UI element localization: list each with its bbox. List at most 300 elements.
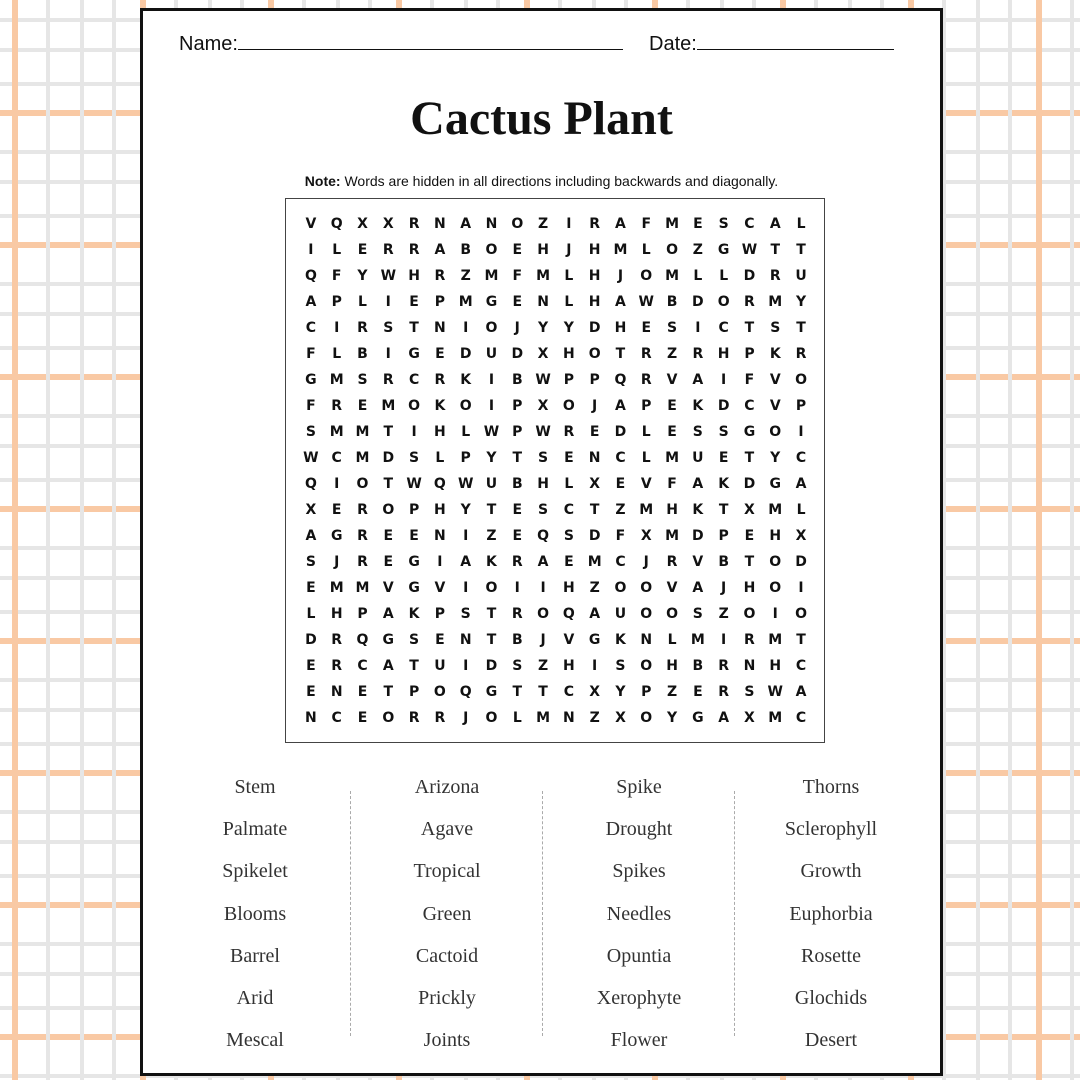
grid-letter[interactable]: O <box>382 710 395 726</box>
grid-letter[interactable]: M <box>768 294 783 310</box>
grid-letter[interactable]: I <box>488 372 495 388</box>
grid-letter[interactable]: V <box>666 372 678 388</box>
grid-letter[interactable]: R <box>589 216 601 232</box>
grid-letter[interactable]: U <box>434 658 446 674</box>
grid-letter[interactable]: S <box>305 424 316 440</box>
grid-letter[interactable]: G <box>769 476 781 492</box>
grid-letter[interactable]: S <box>718 216 729 232</box>
grid-letter[interactable]: I <box>334 320 340 336</box>
grid-letter[interactable]: Y <box>563 320 574 336</box>
grid-letter[interactable]: T <box>796 320 806 336</box>
grid-letter[interactable]: T <box>718 502 729 518</box>
grid-letter[interactable]: S <box>718 424 729 440</box>
grid-letter[interactable]: E <box>435 632 445 648</box>
grid-letter[interactable]: A <box>769 216 781 232</box>
grid-letter[interactable]: A <box>460 216 472 232</box>
grid-letter[interactable]: S <box>563 528 574 544</box>
grid-letter[interactable]: I <box>463 580 469 596</box>
grid-letter[interactable]: P <box>641 684 652 700</box>
grid-letter[interactable]: L <box>693 268 703 284</box>
grid-letter[interactable]: P <box>331 294 342 310</box>
grid-letter[interactable]: I <box>463 528 469 544</box>
grid-letter[interactable]: R <box>692 346 704 362</box>
grid-letter[interactable]: S <box>692 606 703 622</box>
grid-letter[interactable]: D <box>614 424 627 440</box>
grid-letter[interactable]: I <box>540 580 546 596</box>
grid-letter[interactable]: G <box>408 580 420 596</box>
grid-letter[interactable]: E <box>435 346 445 362</box>
grid-letter[interactable]: T <box>486 632 497 648</box>
grid-letter[interactable]: P <box>408 502 420 518</box>
grid-letter[interactable]: Q <box>304 476 317 492</box>
grid-letter[interactable]: R <box>357 320 368 336</box>
grid-letter[interactable]: E <box>306 580 316 596</box>
grid-letter[interactable]: U <box>485 476 498 492</box>
grid-letter[interactable]: Q <box>330 216 343 232</box>
grid-letter[interactable]: D <box>743 476 756 492</box>
grid-letter[interactable]: N <box>434 528 446 544</box>
grid-letter[interactable]: L <box>641 424 651 440</box>
grid-letter[interactable]: Y <box>486 450 497 466</box>
grid-letter[interactable]: Y <box>357 268 368 284</box>
grid-letter[interactable]: U <box>614 606 627 622</box>
grid-letter[interactable]: R <box>744 632 755 648</box>
grid-letter[interactable]: I <box>463 320 469 336</box>
grid-letter[interactable]: A <box>615 294 626 310</box>
grid-letter[interactable]: M <box>587 554 602 570</box>
grid-letter[interactable]: X <box>537 346 549 362</box>
grid-letter[interactable]: T <box>770 242 781 258</box>
grid-letter[interactable]: I <box>721 372 727 388</box>
grid-letter[interactable]: C <box>563 684 574 700</box>
grid-letter[interactable]: W <box>483 424 500 440</box>
grid-letter[interactable]: M <box>329 424 344 440</box>
grid-letter[interactable]: R <box>563 424 575 440</box>
grid-letter[interactable]: Y <box>460 502 471 518</box>
grid-letter[interactable]: S <box>538 502 549 518</box>
grid-letter[interactable]: P <box>512 424 523 440</box>
grid-letter[interactable]: P <box>512 398 523 414</box>
grid-letter[interactable]: N <box>743 658 756 674</box>
grid-letter[interactable]: V <box>434 580 446 596</box>
grid-letter[interactable]: D <box>485 658 498 674</box>
grid-letter[interactable]: N <box>459 632 472 648</box>
grid-letter[interactable]: Z <box>692 242 703 258</box>
grid-letter[interactable]: Z <box>589 710 600 726</box>
grid-letter[interactable]: E <box>589 424 600 440</box>
grid-letter[interactable]: R <box>408 710 420 726</box>
grid-letter[interactable]: E <box>357 242 368 258</box>
grid-letter[interactable]: E <box>357 398 368 414</box>
grid-letter[interactable]: R <box>718 658 730 674</box>
grid-letter[interactable]: I <box>437 554 443 570</box>
grid-letter[interactable]: M <box>690 632 705 648</box>
grid-letter[interactable]: H <box>717 346 730 362</box>
grid-letter[interactable]: V <box>692 554 704 570</box>
grid-letter[interactable]: V <box>666 580 678 596</box>
grid-letter[interactable]: B <box>460 242 472 258</box>
grid-letter[interactable]: A <box>795 476 807 492</box>
grid-letter[interactable]: T <box>383 684 394 700</box>
grid-letter[interactable]: W <box>406 476 422 492</box>
grid-letter[interactable]: M <box>768 632 783 648</box>
grid-letter[interactable]: W <box>380 268 397 284</box>
grid-letter[interactable]: S <box>383 320 394 336</box>
grid-letter[interactable]: X <box>615 710 626 726</box>
grid-letter[interactable]: O <box>769 424 782 440</box>
grid-letter[interactable]: E <box>693 684 703 700</box>
grid-letter[interactable]: A <box>589 606 601 622</box>
grid-letter[interactable]: I <box>798 424 804 440</box>
grid-letter[interactable]: D <box>305 632 317 648</box>
grid-letter[interactable]: D <box>511 346 524 362</box>
grid-letter[interactable]: H <box>434 502 446 518</box>
grid-letter[interactable]: F <box>306 398 316 414</box>
grid-letter[interactable]: N <box>434 320 446 336</box>
grid-letter[interactable]: E <box>718 450 729 466</box>
grid-letter[interactable]: T <box>512 450 523 466</box>
grid-letter[interactable]: D <box>382 450 395 466</box>
grid-letter[interactable]: A <box>305 294 317 310</box>
grid-letter[interactable]: S <box>744 684 755 700</box>
grid-letter[interactable]: L <box>796 216 806 232</box>
grid-letter[interactable]: R <box>357 554 368 570</box>
grid-letter[interactable]: A <box>460 554 472 570</box>
grid-letter[interactable]: J <box>566 242 572 258</box>
grid-letter[interactable]: W <box>535 372 551 388</box>
grid-letter[interactable]: A <box>692 580 704 596</box>
grid-letter[interactable]: H <box>769 658 782 674</box>
grid-letter[interactable]: D <box>743 268 756 284</box>
grid-letter[interactable]: K <box>408 606 420 622</box>
grid-letter[interactable]: Z <box>666 684 678 700</box>
grid-letter[interactable]: E <box>667 424 677 440</box>
grid-letter[interactable]: R <box>331 658 343 674</box>
grid-letter[interactable]: R <box>511 606 523 622</box>
grid-letter[interactable]: B <box>511 372 523 388</box>
grid-letter[interactable]: R <box>331 632 343 648</box>
grid-letter[interactable]: M <box>665 528 680 544</box>
grid-letter[interactable]: M <box>536 710 551 726</box>
grid-letter[interactable]: O <box>743 606 756 622</box>
grid-letter[interactable]: P <box>434 606 446 622</box>
grid-letter[interactable]: B <box>357 346 368 362</box>
grid-letter[interactable]: E <box>564 450 574 466</box>
grid-letter[interactable]: A <box>615 216 626 232</box>
grid-letter[interactable]: R <box>434 268 446 284</box>
grid-letter[interactable]: N <box>305 710 317 726</box>
grid-letter[interactable]: L <box>435 450 445 466</box>
grid-letter[interactable]: C <box>331 450 342 466</box>
grid-letter[interactable]: I <box>721 632 727 648</box>
grid-letter[interactable]: D <box>588 320 601 336</box>
grid-letter[interactable]: L <box>641 450 651 466</box>
grid-letter[interactable]: R <box>408 242 420 258</box>
grid-letter[interactable]: A <box>692 476 704 492</box>
grid-letter[interactable]: L <box>332 242 342 258</box>
grid-letter[interactable]: T <box>486 502 497 518</box>
grid-letter[interactable]: Z <box>718 606 729 622</box>
grid-letter[interactable]: N <box>537 294 549 310</box>
grid-letter[interactable]: J <box>463 710 469 726</box>
grid-letter[interactable]: R <box>769 268 781 284</box>
grid-letter[interactable]: O <box>485 242 498 258</box>
grid-letter[interactable]: A <box>718 710 730 726</box>
grid-letter[interactable]: I <box>695 320 701 336</box>
grid-letter[interactable]: O <box>511 216 524 232</box>
grid-letter[interactable]: M <box>329 580 344 596</box>
grid-letter[interactable]: O <box>433 684 446 700</box>
grid-letter[interactable]: Q <box>614 372 627 388</box>
grid-letter[interactable]: G <box>717 242 730 258</box>
grid-letter[interactable]: I <box>334 476 340 492</box>
grid-letter[interactable]: W <box>638 294 654 310</box>
grid-letter[interactable]: N <box>330 684 343 700</box>
grid-letter[interactable]: E <box>306 658 316 674</box>
grid-letter[interactable]: O <box>640 710 653 726</box>
grid-letter[interactable]: R <box>511 554 523 570</box>
grid-letter[interactable]: R <box>718 684 730 700</box>
grid-letter[interactable]: L <box>796 502 806 518</box>
grid-letter[interactable]: W <box>535 424 551 440</box>
date-field[interactable] <box>649 31 894 56</box>
grid-letter[interactable]: R <box>382 372 394 388</box>
grid-letter[interactable]: T <box>796 242 806 258</box>
grid-letter[interactable]: I <box>463 658 469 674</box>
grid-letter[interactable]: A <box>537 554 549 570</box>
grid-letter[interactable]: W <box>767 684 783 700</box>
grid-letter[interactable]: O <box>614 580 627 596</box>
grid-letter[interactable]: E <box>306 684 316 700</box>
grid-letter[interactable]: R <box>434 372 446 388</box>
grid-letter[interactable]: G <box>692 710 704 726</box>
grid-letter[interactable]: B <box>511 476 523 492</box>
grid-letter[interactable]: C <box>357 658 368 674</box>
grid-letter[interactable]: T <box>744 320 755 336</box>
grid-letter[interactable]: P <box>795 398 807 414</box>
grid-letter[interactable]: H <box>563 580 575 596</box>
grid-letter[interactable]: L <box>306 606 316 622</box>
grid-letter[interactable]: D <box>588 528 601 544</box>
grid-letter[interactable]: J <box>617 268 624 284</box>
grid-letter[interactable]: B <box>718 554 729 570</box>
grid-letter[interactable]: X <box>382 216 394 232</box>
grid-letter[interactable]: E <box>357 684 368 700</box>
grid-letter[interactable]: M <box>613 242 628 258</box>
grid-letter[interactable]: O <box>640 580 653 596</box>
grid-letter[interactable]: C <box>615 450 626 466</box>
grid-letter[interactable]: O <box>485 320 498 336</box>
grid-letter[interactable]: E <box>512 242 523 258</box>
grid-letter[interactable]: M <box>355 450 370 466</box>
grid-letter[interactable]: H <box>434 424 446 440</box>
grid-letter[interactable]: U <box>795 268 807 284</box>
grid-letter[interactable]: S <box>692 424 703 440</box>
grid-letter[interactable]: C <box>305 320 317 336</box>
grid-letter[interactable]: P <box>434 294 446 310</box>
grid-letter[interactable]: Y <box>770 450 781 466</box>
grid-letter[interactable]: H <box>769 528 782 544</box>
grid-letter[interactable]: J <box>643 554 649 570</box>
grid-letter[interactable]: J <box>592 398 598 414</box>
grid-letter[interactable]: J <box>721 580 727 596</box>
grid-letter[interactable]: P <box>563 372 574 388</box>
grid-letter[interactable]: D <box>717 398 730 414</box>
grid-letter[interactable]: N <box>485 216 498 232</box>
grid-letter[interactable]: S <box>538 450 549 466</box>
grid-letter[interactable]: O <box>382 502 395 518</box>
grid-letter[interactable]: K <box>615 632 626 648</box>
grid-letter[interactable]: B <box>511 632 523 648</box>
grid-letter[interactable]: M <box>381 398 396 414</box>
grid-letter[interactable]: G <box>305 372 317 388</box>
grid-letter[interactable]: P <box>718 528 729 544</box>
grid-letter[interactable]: T <box>409 658 419 674</box>
grid-letter[interactable]: G <box>382 632 395 648</box>
grid-letter[interactable]: H <box>537 242 549 258</box>
grid-letter[interactable]: P <box>357 606 368 622</box>
grid-letter[interactable]: N <box>640 632 653 648</box>
grid-letter[interactable]: K <box>460 372 472 388</box>
grid-letter[interactable]: L <box>564 268 574 284</box>
grid-letter[interactable]: X <box>744 502 755 518</box>
grid-letter[interactable]: V <box>769 372 781 388</box>
grid-letter[interactable]: F <box>641 216 652 232</box>
grid-letter[interactable]: G <box>408 346 420 362</box>
grid-letter[interactable]: E <box>641 320 652 336</box>
grid-letter[interactable]: M <box>484 268 499 284</box>
grid-letter[interactable]: V <box>640 476 652 492</box>
name-field[interactable] <box>179 31 623 56</box>
grid-letter[interactable]: N <box>588 450 601 466</box>
grid-letter[interactable]: H <box>408 268 420 284</box>
grid-letter[interactable]: V <box>382 580 394 596</box>
grid-letter[interactable]: F <box>744 372 755 388</box>
grid-letter[interactable]: M <box>458 294 473 310</box>
grid-letter[interactable]: O <box>485 580 498 596</box>
grid-letter[interactable]: D <box>692 294 704 310</box>
grid-letter[interactable]: R <box>666 554 678 570</box>
grid-letter[interactable]: M <box>355 424 370 440</box>
grid-letter[interactable]: N <box>563 710 575 726</box>
grid-letter[interactable]: H <box>743 580 756 596</box>
grid-letter[interactable]: T <box>383 424 394 440</box>
grid-letter[interactable]: I <box>411 424 417 440</box>
grid-letter[interactable]: Y <box>666 710 678 726</box>
grid-letter[interactable]: A <box>382 658 394 674</box>
grid-letter[interactable]: B <box>666 294 678 310</box>
grid-letter[interactable]: S <box>770 320 781 336</box>
grid-letter[interactable]: O <box>485 710 498 726</box>
grid-letter[interactable]: K <box>692 398 704 414</box>
grid-letter[interactable]: E <box>512 294 523 310</box>
grid-letter[interactable]: C <box>795 710 807 726</box>
grid-letter[interactable]: C <box>615 554 626 570</box>
grid-letter[interactable]: G <box>485 294 498 310</box>
grid-letter[interactable]: H <box>537 476 549 492</box>
grid-letter[interactable]: O <box>640 268 653 284</box>
grid-letter[interactable]: E <box>564 554 574 570</box>
grid-letter[interactable]: G <box>485 684 498 700</box>
grid-letter[interactable]: E <box>383 554 394 570</box>
grid-letter[interactable]: A <box>434 242 446 258</box>
grid-letter[interactable]: S <box>409 450 420 466</box>
grid-letter[interactable]: T <box>409 320 419 336</box>
grid-letter[interactable]: K <box>434 398 446 414</box>
grid-letter[interactable]: Q <box>537 528 550 544</box>
grid-letter[interactable]: R <box>357 502 368 518</box>
grid-letter[interactable]: J <box>334 554 340 570</box>
grid-letter[interactable]: E <box>693 216 703 232</box>
grid-letter[interactable]: S <box>357 372 368 388</box>
grid-letter[interactable]: G <box>330 528 343 544</box>
grid-letter[interactable]: M <box>329 372 344 388</box>
grid-letter[interactable]: H <box>563 658 575 674</box>
grid-letter[interactable]: C <box>795 658 807 674</box>
grid-letter[interactable]: I <box>514 580 520 596</box>
grid-letter[interactable]: C <box>408 372 420 388</box>
grid-letter[interactable]: T <box>383 476 394 492</box>
grid-letter[interactable]: H <box>588 268 601 284</box>
grid-letter[interactable]: O <box>459 398 472 414</box>
grid-letter[interactable]: T <box>589 502 600 518</box>
grid-letter[interactable]: D <box>795 554 807 570</box>
grid-letter[interactable]: C <box>331 710 342 726</box>
grid-letter[interactable]: L <box>358 294 367 310</box>
grid-letter[interactable]: M <box>768 502 783 518</box>
grid-letter[interactable]: W <box>741 242 758 258</box>
grid-letter[interactable]: I <box>385 346 391 362</box>
grid-letter[interactable]: Z <box>666 346 678 362</box>
grid-letter[interactable]: E <box>409 294 419 310</box>
grid-letter[interactable]: S <box>667 320 678 336</box>
grid-letter[interactable]: Q <box>356 632 369 648</box>
grid-letter[interactable]: H <box>666 502 678 518</box>
grid-letter[interactable]: T <box>486 606 497 622</box>
grid-letter[interactable]: L <box>332 346 342 362</box>
grid-letter[interactable]: O <box>537 606 550 622</box>
grid-letter[interactable]: V <box>563 632 575 648</box>
grid-letter[interactable]: V <box>305 216 317 232</box>
grid-letter[interactable]: U <box>485 346 498 362</box>
grid-letter[interactable]: Z <box>460 268 471 284</box>
grid-letter[interactable]: Q <box>433 476 446 492</box>
grid-letter[interactable]: A <box>795 684 807 700</box>
grid-letter[interactable]: M <box>665 268 680 284</box>
grid-letter[interactable]: D <box>692 528 704 544</box>
grid-letter[interactable]: S <box>460 606 471 622</box>
grid-letter[interactable]: X <box>744 710 755 726</box>
grid-letter[interactable]: C <box>744 216 755 232</box>
grid-letter[interactable]: R <box>744 294 755 310</box>
grid-letter[interactable]: L <box>461 424 471 440</box>
grid-letter[interactable]: I <box>488 398 495 414</box>
grid-letter[interactable]: M <box>536 268 551 284</box>
grid-letter[interactable]: C <box>563 502 574 518</box>
grid-letter[interactable]: O <box>717 294 730 310</box>
grid-letter[interactable]: L <box>564 294 574 310</box>
grid-letter[interactable]: R <box>357 528 368 544</box>
grid-letter[interactable]: F <box>306 346 316 362</box>
grid-letter[interactable]: B <box>692 658 704 674</box>
grid-letter[interactable]: R <box>331 398 343 414</box>
grid-letter[interactable]: H <box>330 606 343 622</box>
grid-letter[interactable]: R <box>382 242 394 258</box>
grid-letter[interactable]: V <box>769 398 781 414</box>
grid-letter[interactable]: C <box>744 398 755 414</box>
grid-letter[interactable]: K <box>692 502 704 518</box>
grid-letter[interactable]: L <box>719 268 729 284</box>
